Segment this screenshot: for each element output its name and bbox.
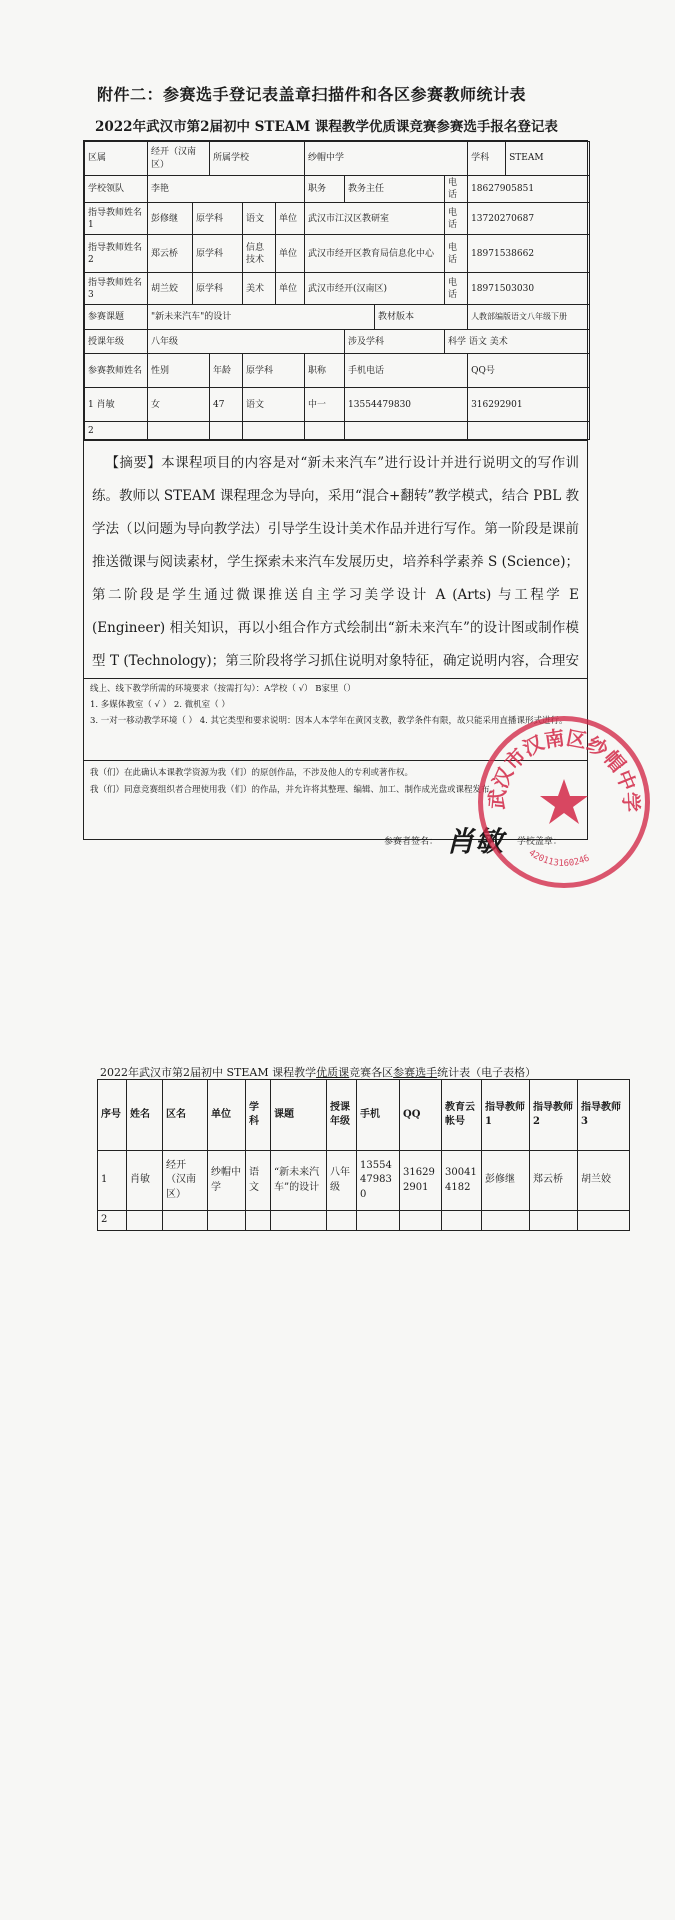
env-line-3: 3. 一对一移动教学环境（ ） 4. 其它类型和要求说明：因本人本学年在黄冈支教，教学条件有限，故只能采用直播课形式进行。	[90, 716, 568, 727]
stats-header: 课题	[271, 1080, 327, 1151]
stats-title-part: 统计表（电子表格）	[437, 1066, 537, 1079]
mentor1-unit-label: 单位	[276, 203, 305, 235]
teacher2-no: 2	[85, 422, 148, 440]
textbook-label: 教材版本	[375, 305, 468, 330]
attachment-heading: 附件二：参赛选手登记表盖章扫描件和各区参赛教师统计表	[97, 85, 527, 104]
mentor3-phone-label: 电话	[445, 273, 468, 305]
stats-cell: 彭修继	[482, 1151, 530, 1211]
mentor1-name: 彭修继	[148, 203, 193, 235]
age-label: 年龄	[210, 354, 243, 388]
teacher-age: 47	[210, 388, 243, 422]
mentor3-phone: 18971503030	[468, 273, 590, 305]
env-line-1: 线上、线下教学所需的环境要求（按需打勾）：A学校（ √） B家里（）	[90, 684, 356, 695]
stats-cell: 语文	[246, 1151, 271, 1211]
involved-value: 科学 语文 美术	[445, 330, 590, 354]
qq-label: QQ号	[468, 354, 590, 388]
seal-graphic	[483, 721, 645, 883]
stats-title	[100, 1064, 536, 1080]
school-seal	[478, 716, 650, 888]
stats-cell: 八年级	[327, 1151, 357, 1211]
stats-cell: 胡兰姣	[578, 1151, 630, 1211]
teacher-cell	[85, 388, 148, 422]
teacher-row	[85, 388, 590, 422]
position-label: 职务	[305, 176, 345, 203]
mentor-row	[85, 203, 590, 235]
teacher-mobile: 13554479830	[345, 388, 468, 422]
stats-row	[98, 1211, 630, 1231]
orig-subject-label: 原学科	[243, 354, 305, 388]
subject-label: 学科	[468, 142, 506, 176]
stats-cell: 纱帽中学	[208, 1151, 246, 1211]
mentor3-unit-label: 单位	[276, 273, 305, 305]
mentor1-phone: 13720270687	[468, 203, 590, 235]
leader-phone: 18627905851	[468, 176, 590, 203]
mentor2-phone-label: 电话	[445, 235, 468, 273]
svg-text:420113160246	[527, 848, 592, 869]
mentor1-subject: 语文	[243, 203, 276, 235]
mentor2-unit: 武汉市经开区教育局信息化中心	[305, 235, 445, 273]
school-label: 所属学校	[210, 142, 305, 176]
mentor1-unit: 武汉市江汉区教研室	[305, 203, 445, 235]
teacher-name-label: 参赛教师姓名	[85, 354, 148, 388]
stats-header: 教育云帐号	[442, 1080, 482, 1151]
leader-name: 李艳	[148, 176, 305, 203]
mentor3-subject: 美术	[243, 273, 276, 305]
stats-title-part: 参赛选手	[393, 1066, 438, 1079]
school-value: 纱帽中学	[305, 142, 468, 176]
seal-star-icon	[540, 779, 588, 824]
district-row	[85, 142, 590, 176]
teacher-header-row	[85, 354, 590, 388]
subject-value: STEAM	[506, 142, 590, 176]
seal-text: 武汉市汉南区纱帽中学	[484, 725, 644, 813]
mentor1-subject-label: 原学科	[193, 203, 243, 235]
title-label: 职称	[305, 354, 345, 388]
position-value: 教务主任	[345, 176, 445, 203]
stats-header: 学科	[246, 1080, 271, 1151]
topic-row	[85, 305, 590, 330]
stats-header: 指导教师2	[530, 1080, 578, 1151]
stats-header: 指导教师3	[578, 1080, 630, 1151]
abstract-box	[84, 440, 587, 678]
mentor3-name: 胡兰姣	[148, 273, 193, 305]
teacher-gender: 女	[148, 388, 210, 422]
seal-number: 420113160246	[526, 848, 592, 870]
stats-cell: 300414182	[442, 1151, 482, 1211]
grade-label: 授课年级	[85, 330, 148, 354]
leader-label: 学校领队	[85, 176, 148, 203]
teacher-qq: 316292901	[468, 388, 590, 422]
mentor1-phone-label: 电话	[445, 203, 468, 235]
gender-label: 性别	[148, 354, 210, 388]
teacher-title: 中一	[305, 388, 345, 422]
stats-cell: 肖敏	[127, 1151, 163, 1211]
registration-table	[84, 141, 590, 440]
stats-row	[98, 1151, 630, 1211]
mentor3-subject-label: 原学科	[193, 273, 243, 305]
teacher-subject: 语文	[243, 388, 305, 422]
leader-row	[85, 176, 590, 203]
grade-value: 八年级	[148, 330, 345, 354]
topic-value: "新未来汽车"的设计	[148, 305, 375, 330]
stats-header: 单位	[208, 1080, 246, 1151]
stats-header: 区名	[163, 1080, 208, 1151]
stats-cell: “新未来汽车”的设计	[271, 1151, 327, 1211]
mentor-row	[85, 235, 590, 273]
signature: 肖敏	[446, 825, 505, 859]
stats-header: 指导教师1	[482, 1080, 530, 1151]
mentor-row	[85, 273, 590, 305]
teacher-row	[85, 422, 590, 440]
stats-cell: 13554479830	[357, 1151, 400, 1211]
mentor2-phone: 18971538662	[468, 235, 590, 273]
topic-label: 参赛课题	[85, 305, 148, 330]
district-value: 经开（汉南区）	[148, 142, 210, 176]
stats-cell: 316292901	[400, 1151, 442, 1211]
mentor2-subject: 信息技术	[243, 235, 276, 273]
grade-row	[85, 330, 590, 354]
involved-label: 涉及学科	[345, 330, 445, 354]
teacher-name: 肖敏	[96, 399, 115, 410]
stats-header: 授课年级	[327, 1080, 357, 1151]
abstract-label: 【摘要】	[105, 455, 162, 472]
district-label: 区属	[85, 142, 148, 176]
leader-phone-label: 电话	[445, 176, 468, 203]
mentor2-unit-label: 单位	[276, 235, 305, 273]
stats-header-row	[98, 1080, 630, 1151]
stamp-label: 学校盖章：	[516, 837, 562, 848]
form-title: 2022年武汉市第2届初中 STEAM 课程教学优质课竞赛参赛选手报名登记表	[95, 119, 558, 135]
stats-header: QQ	[400, 1080, 442, 1151]
stats-cell: 1	[98, 1151, 127, 1211]
teacher-no: 1	[88, 399, 94, 410]
stats-cell: 2	[98, 1211, 127, 1231]
pledge-line-1: 我（们）在此确认本课教学资源为我（们）的原创作品，不涉及他人的专利或著作权。	[90, 768, 414, 779]
textbook-value: 人教部编版语文八年级下册	[468, 305, 590, 330]
stats-header: 序号	[98, 1080, 127, 1151]
stats-title-part: 竞赛各区	[349, 1066, 394, 1079]
stats-header: 手机	[357, 1080, 400, 1151]
mentor3-unit: 武汉市经开(汉南区)	[305, 273, 445, 305]
stats-cell: 经开（汉南区）	[163, 1151, 208, 1211]
stats-title-part: 优质课	[316, 1066, 350, 1079]
env-line-2: 1. 多媒体教室（ √ ） 2. 微机室（ ）	[90, 700, 230, 711]
abstract-text: 本课程项目的内容是对“新未来汽车”进行设计并进行说明文的写作训练。教师以 STEAM 课程理念为导向，采用“混合+翻转”教学模式，结合 PBL 教学法（以问题为导向教学法）引导学生设计美术作品并进行写作。第一阶段是课前推送微课与阅读素材，学生探索未来汽车发展历史，培养科学素养 S (Science)；第二阶段是学生通过微课推送自主学习美学设计 A (Arts) 与工程学 E (Engineer) 相关知识，再以小组合作方式绘制出“新未来汽车”的设计图或制作模型 T (Technology)；第三阶段将学习抓住说明对象特征，确定说明内容，合理安	[92, 455, 579, 670]
mobile-label: 手机电话	[345, 354, 468, 388]
stats-cell: 郑云桥	[530, 1151, 578, 1211]
mentor2-subject-label: 原学科	[193, 235, 243, 273]
mentor2-name: 郑云桥	[148, 235, 193, 273]
stats-title-part: 2022年武汉市第2届初中 STEAM 课程教学	[100, 1066, 317, 1079]
stats-table	[97, 1079, 630, 1231]
mentor1-label: 指导教师姓名1	[85, 203, 148, 235]
sign-label: 参赛者签名：	[384, 837, 439, 848]
mentor2-label: 指导教师姓名2	[85, 235, 148, 273]
stats-header: 姓名	[127, 1080, 163, 1151]
pledge-line-2: 我（们）同意竞赛组织者合理使用我（们）的作品，并允许将其整理、编辑、加工、制作成光盘或课程发布。	[90, 785, 499, 796]
mentor3-label: 指导教师姓名3	[85, 273, 148, 305]
